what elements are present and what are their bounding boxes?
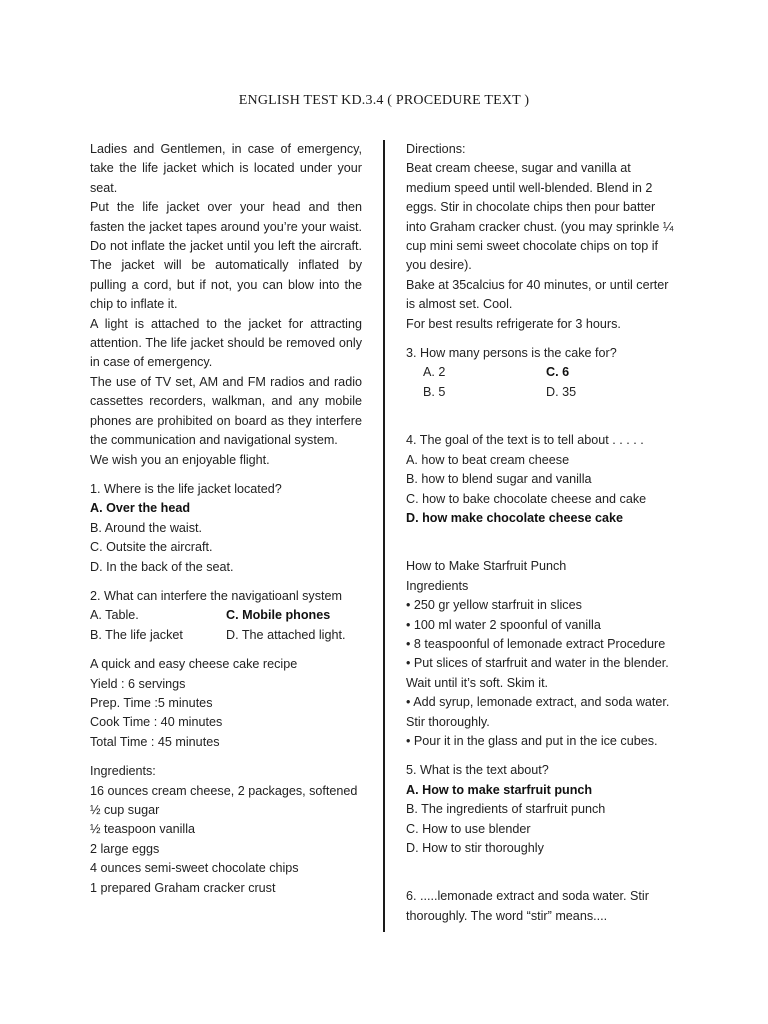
question-1: [90, 480, 362, 577]
punch-heading: How to Make Starfruit Punch: [406, 559, 567, 574]
question-4: [406, 431, 678, 528]
answer-option-correct: D. how make chocolate cheese cake: [406, 510, 623, 525]
answer-option: D. How to stir thoroughly: [406, 841, 544, 855]
answer-option: C. how to bake chocolate cheese and cake: [406, 491, 647, 506]
left-column: [90, 140, 362, 898]
ingredient-item: ½ teaspoon vanilla: [90, 822, 196, 837]
punch-item: • Pour it in the glass and put in the ice cubes.: [406, 733, 658, 748]
question-text: 6. .....lemonade extract and soda water. Stir thoroughly. The word “stir” means....: [406, 889, 649, 923]
recipe-cook-time: Cook Time : 40 minutes: [90, 715, 223, 730]
recipe-info: [90, 655, 362, 752]
ingredient-item: 2 large eggs: [90, 841, 160, 856]
answer-option: B. Around the waist.: [90, 520, 203, 535]
passage-paragraph: Ladies and Gentlemen, in case of emergency, take the life jacket which is located under your seat.: [90, 142, 362, 195]
question-text: 3. How many persons is the cake for?: [406, 346, 617, 361]
ingredient-item: 4 ounces semi-sweet chocolate chips: [90, 861, 299, 876]
answer-option-correct: A. How to make starfruit punch: [406, 782, 593, 797]
question-2: [90, 587, 362, 645]
question-5: [406, 761, 678, 858]
answer-option-correct: A. Over the head: [90, 501, 191, 516]
directions-paragraph: Bake at 35calcius for 40 minutes, or until certer is almost set. Cool.: [406, 277, 669, 312]
answer-option-correct: C. Mobile phones: [226, 608, 331, 623]
ingredient-item: ½ cup sugar: [90, 803, 160, 817]
directions-paragraph: Beat cream cheese, sugar and vanilla at medium speed until well-blended. Blend in 2 eggs. Stir in chocolate chips then pour batter into Graham cracker chust. (you may sprinkle ¼ cup mini semi sweet chocolate chips on top if you desire).: [406, 161, 674, 273]
question-6: [406, 887, 678, 926]
answer-option: C. How to use blender: [406, 821, 531, 836]
column-divider: [383, 140, 385, 932]
answer-option: B. 5: [423, 384, 446, 399]
answer-grid: [406, 363, 678, 402]
answer-option: D. In the back of the seat.: [90, 559, 234, 574]
punch-recipe: [406, 557, 678, 751]
ingredients-label: Ingredients:: [90, 764, 156, 779]
answer-option: D. 35: [546, 384, 577, 399]
question-3: [406, 344, 678, 402]
passage-paragraph: A light is attached to the jacket for attracting attention. The life jacket should be removed only in case of emergency.: [90, 316, 362, 370]
question-text: 5. What is the text about?: [406, 763, 549, 778]
punch-item: • 100 ml water 2 spoonful of vanilla: [406, 617, 601, 632]
passage-paragraph: Put the life jacket over your head and then fasten the jacket tapes around you’re your waist. Do not inflate the jacket until you left the aircraft. The jacket will be automatically inflated by pulling a cord, but if not, you can blow into the chip to inflate it.: [90, 200, 362, 312]
recipe-heading: A quick and easy cheese cake recipe: [90, 657, 298, 672]
recipe-prep-time: Prep. Time :5 minutes: [90, 695, 213, 710]
question-text: 1. Where is the life jacket located?: [90, 481, 282, 496]
answer-option: B. The ingredients of starfruit punch: [406, 802, 606, 817]
punch-item: • Add syrup, lemonade extract, and soda water. Stir thoroughly.: [406, 695, 670, 729]
answer-grid: [90, 606, 362, 645]
answer-option: A. Table.: [90, 608, 139, 623]
answer-option: C. Outsite the aircraft.: [90, 540, 213, 555]
answer-option: A. how to beat cream cheese: [406, 452, 570, 467]
directions-label: Directions:: [406, 142, 466, 156]
page-title: ENGLISH TEST KD.3.4 ( PROCEDURE TEXT ): [238, 93, 530, 108]
passage-paragraph: The use of TV set, AM and FM radios and radio cassettes recorders, walkman, and any mobile phones are prohibited on board as they interfere the communication and navigational system.: [90, 374, 362, 448]
ingredient-item: 16 ounces cream cheese, 2 packages, softened: [90, 783, 358, 798]
question-text: 2. What can interfere the navigatioanl system: [90, 588, 343, 603]
answer-option: B. The life jacket: [90, 627, 183, 642]
ingredients-label: Ingredients: [406, 578, 469, 593]
passage-paragraph: We wish you an enjoyable flight.: [90, 452, 270, 467]
answer-option: D. The attached light.: [226, 627, 346, 642]
punch-item: • 8 teaspoonful of lemonade extract Procedure: [406, 636, 666, 651]
directions-paragraph: For best results refrigerate for 3 hours.: [406, 316, 621, 331]
recipe-total-time: Total Time : 45 minutes: [90, 734, 220, 749]
recipe-yield: Yield : 6 servings: [90, 676, 186, 691]
answer-option: A. 2: [423, 365, 446, 380]
punch-item: • 250 gr yellow starfruit in slices: [406, 598, 582, 613]
ingredient-item: 1 prepared Graham cracker crust: [90, 880, 276, 895]
answer-option-correct: C. 6: [546, 365, 570, 380]
punch-item: • Put slices of starfruit and water in the blender. Wait until it’s soft. Skim it.: [406, 656, 669, 690]
right-column: [406, 140, 678, 926]
recipe-ingredients: [90, 762, 362, 898]
question-text: 4. The goal of the text is to tell about . . . . .: [406, 433, 644, 448]
answer-option: B. how to blend sugar and vanilla: [406, 472, 592, 487]
